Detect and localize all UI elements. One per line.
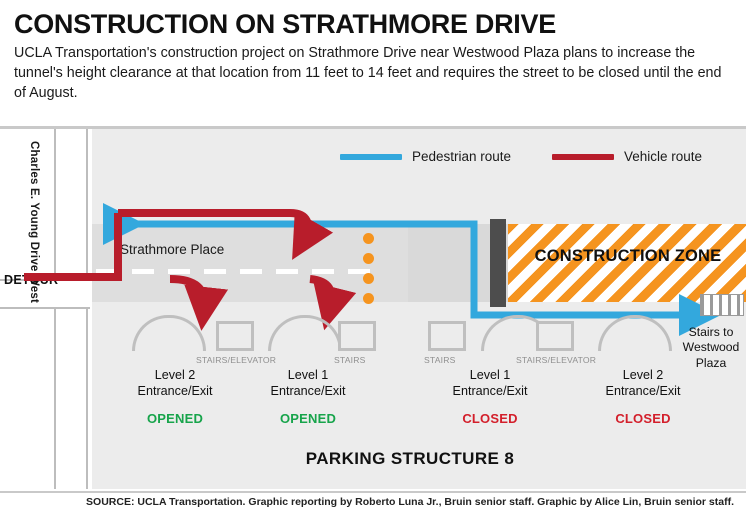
entrance-label-3-line2: Entrance/Exit <box>605 383 681 398</box>
page-title: CONSTRUCTION ON STRATHMORE DRIVE <box>14 9 556 39</box>
deck-text: UCLA Transportation's construction project on Strathmore Drive near Westwood Plaza plans to increase the tunnel's height clearance at that location from 11 feet to 14 feet and requires the street to be closed until the end of August. <box>14 45 722 101</box>
parking-structure-title: PARKING STRUCTURE 8 <box>305 449 515 468</box>
stairs-box-level1-west <box>338 321 376 351</box>
entrance-label-1 <box>243 368 373 399</box>
stairs-caption-level1-west: STAIRS <box>334 355 366 365</box>
westwood-plaza-stairs-label: Stairs to Westwood Plaza <box>682 325 740 370</box>
stairs-caption-level1-east: STAIRS <box>424 355 456 365</box>
footer-divider <box>0 491 746 493</box>
entrance-status-0: OPENED <box>146 411 204 426</box>
entrance-label-1-line2: Entrance/Exit <box>270 383 346 398</box>
stairs-box-level1-east <box>428 321 466 351</box>
legend-label-pedestrian: Pedestrian route <box>412 149 512 164</box>
map-graphic <box>0 129 746 489</box>
source-credit: SOURCE: UCLA Transportation. Graphic reporting by Roberto Luna Jr., Bruin senior staff. Graphic by Alice Lin, Bruin senior staff. <box>86 496 734 508</box>
strathmore-place-label: Strathmore Place <box>120 242 225 257</box>
detour-label: DETOUR <box>4 273 59 287</box>
stairs-elevator-caption-east: STAIRS/ELEVATOR <box>516 355 597 365</box>
entrance-label-3 <box>578 368 708 399</box>
entrance-label-2-line2: Entrance/Exit <box>452 383 528 398</box>
young-drive-label: Charles E. Young Drive West <box>28 141 40 303</box>
entrance-status-1: OPENED <box>279 411 337 426</box>
entrance-status-3: CLOSED <box>615 411 671 426</box>
entrance-label-2 <box>425 368 555 399</box>
header <box>0 0 746 104</box>
construction-zone-label: CONSTRUCTION ZONE <box>534 247 722 265</box>
stairs-elevator-caption-west: STAIRS/ELEVATOR <box>196 355 277 365</box>
legend-label-vehicle: Vehicle route <box>624 149 703 164</box>
entrance-status-2: CLOSED <box>462 411 518 426</box>
stairs-elevator-box-east <box>536 321 574 351</box>
entrance-label-3-line1: Level 2 <box>622 368 664 382</box>
entrance-label-0-line2: Entrance/Exit <box>137 383 213 398</box>
entrance-label-1-line1: Level 1 <box>287 368 329 382</box>
entrance-label-0 <box>110 368 240 399</box>
entrance-label-2-line1: Level 1 <box>469 368 511 382</box>
entrance-label-0-line1: Level 2 <box>154 368 196 382</box>
route-lines <box>0 129 746 489</box>
westwood-plaza-stairs-icon <box>700 294 744 316</box>
stairs-elevator-box-west <box>216 321 254 351</box>
